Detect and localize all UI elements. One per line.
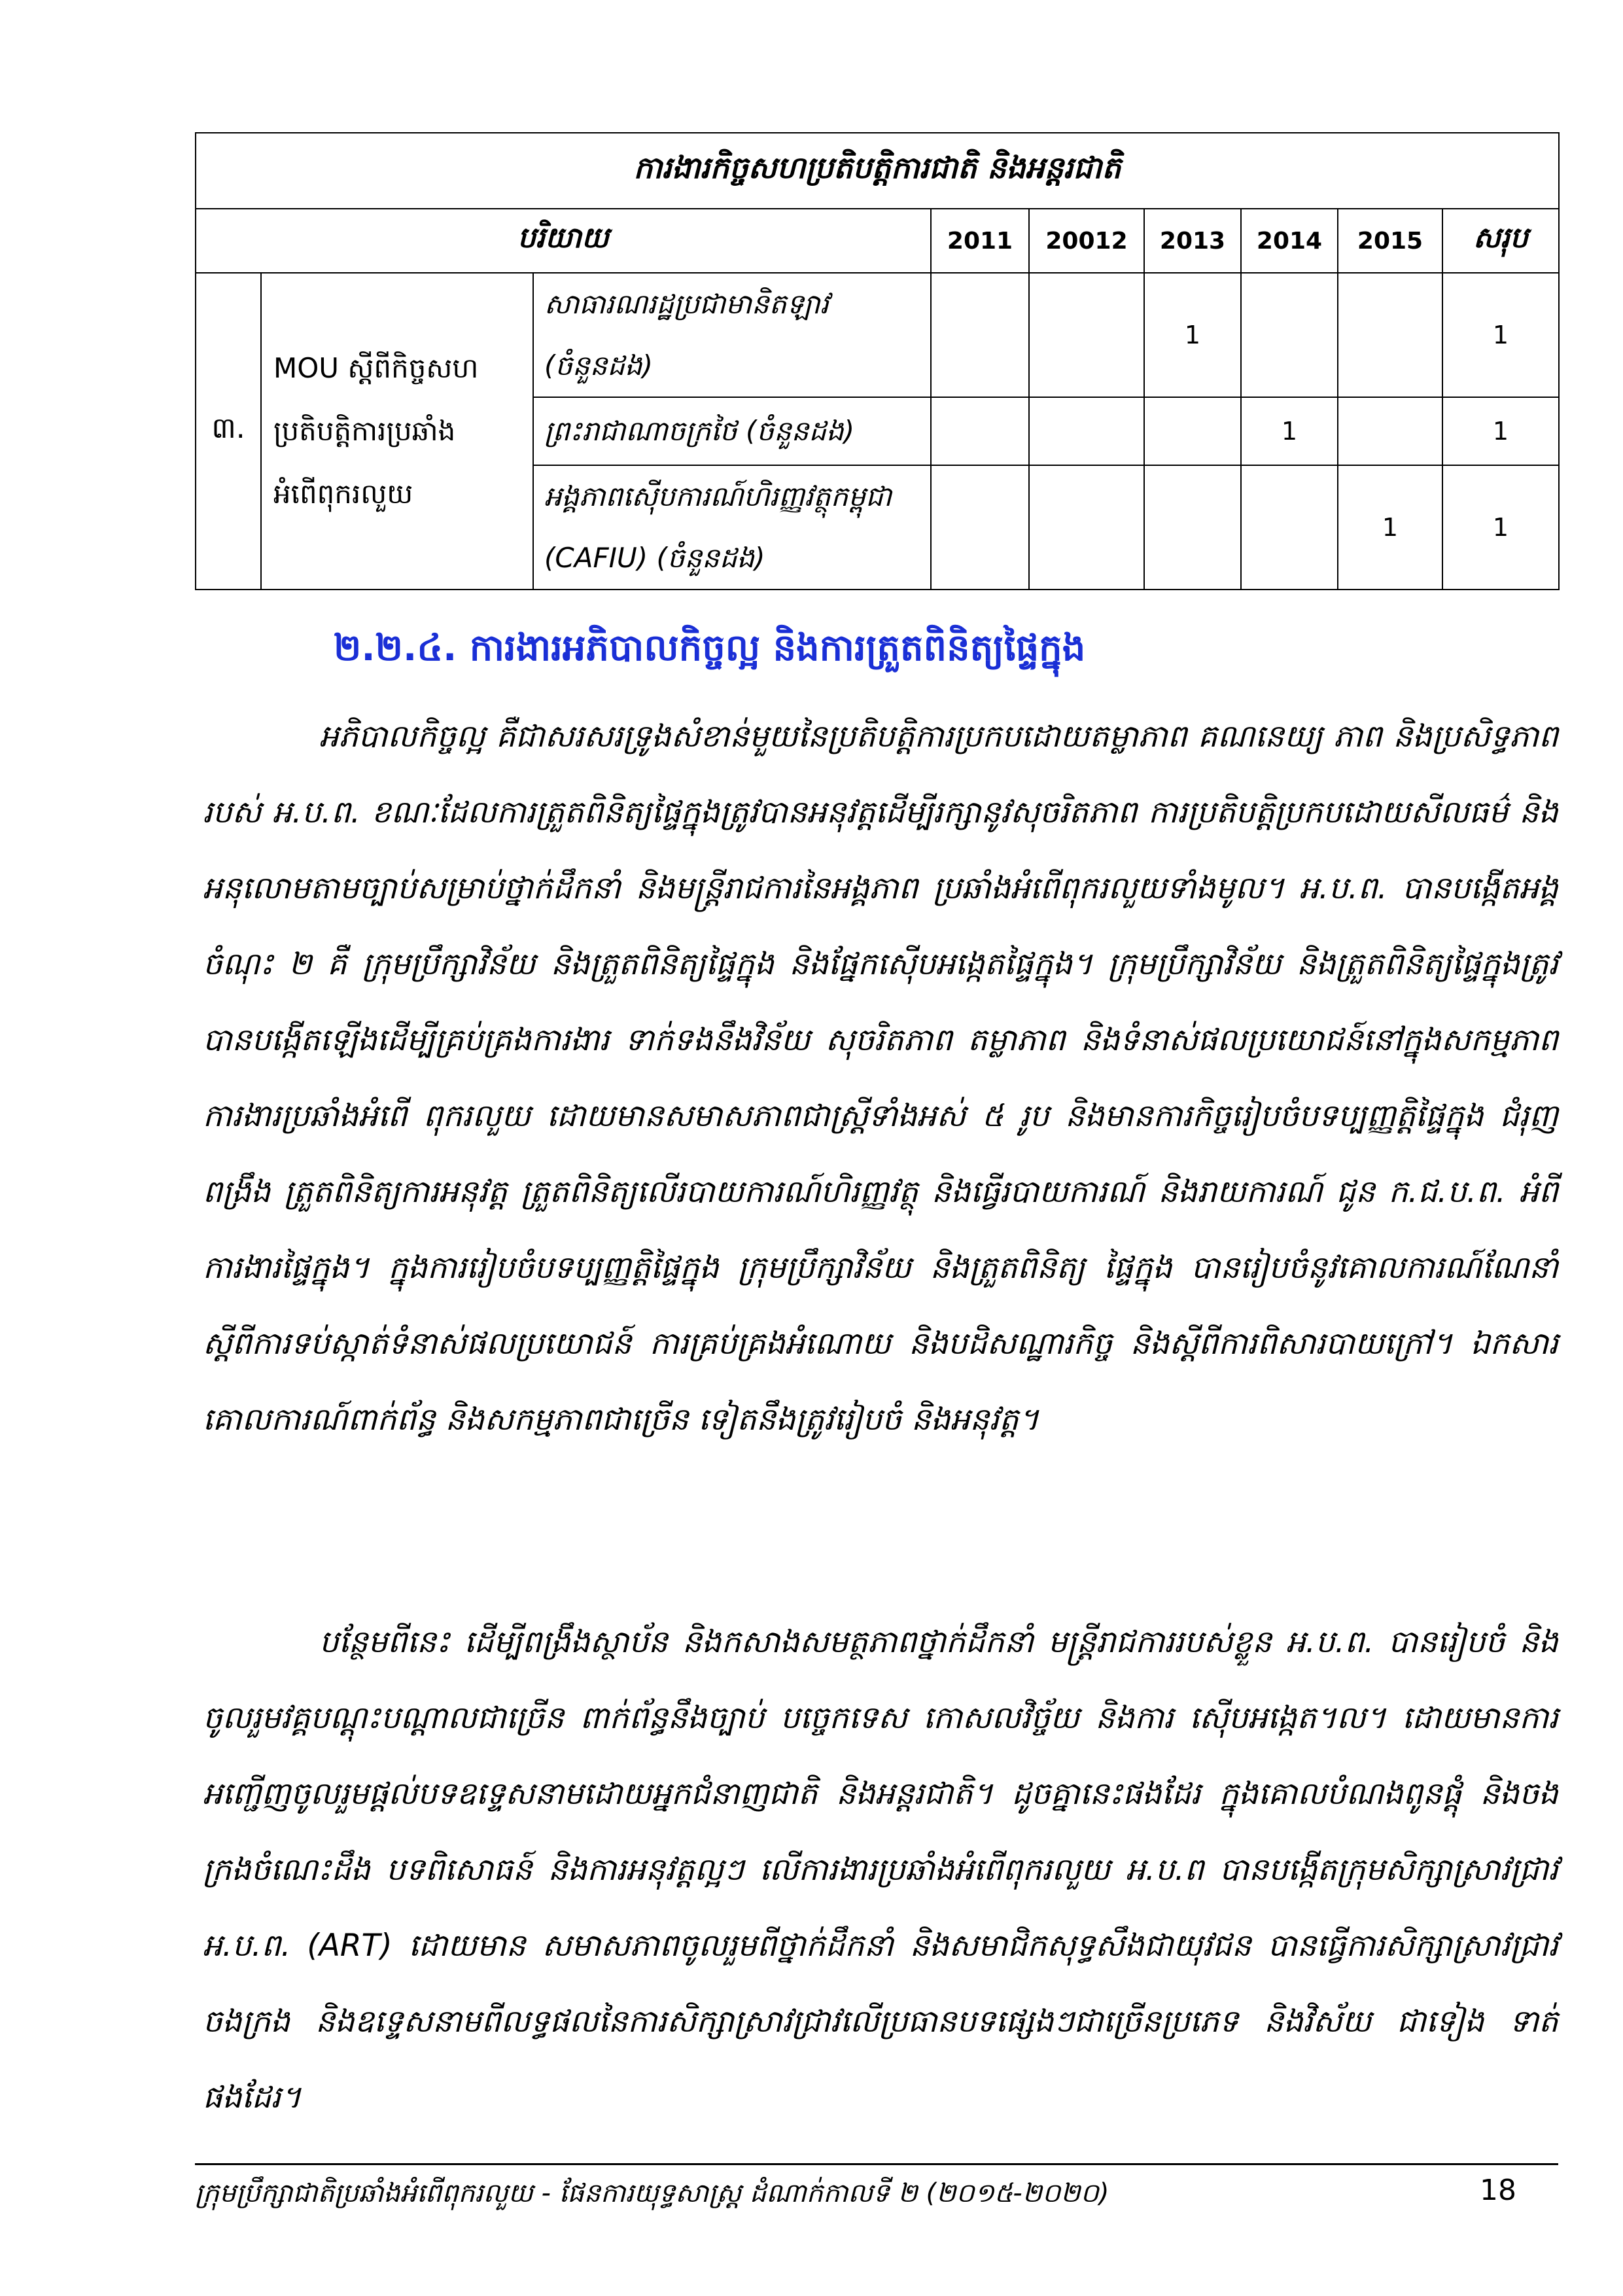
header-2013: 2013 [1144, 209, 1241, 273]
cell-2011 [931, 397, 1029, 465]
party-name: សាធារណរដ្ឋប្រជាមានិតឡាវ (ចំនួនដង) [533, 273, 931, 397]
header-description: បរិយាយ [196, 209, 931, 273]
cell-2015 [1338, 397, 1442, 465]
paragraph-good-governance: អភិបាលកិច្ចល្អ គឺជាសរសរទ្រូងសំខាន់មួយនៃប្រតិបត្តិការប្រកបដោយតម្លាភាព គណនេយ្យ ភាព និងប្រសិទ្ធភាពរបស់ អ.ប.ព. ខណៈដែលការត្រួតពិនិត្យផ្ទៃក្នុងត្រូវបានអនុវត្តដើម្បីរក្សានូវសុចរិតភាព ការប្រតិបត្តិប្រកបដោយសីលធម៌ និងអនុលោមតាមច្បាប់សម្រាប់ថ្នាក់ដឹកនាំ និងមន្ត្រីរាជការនៃអង្គភាព ប្រឆាំងអំពើពុករលួយទាំងមូល។ អ.ប.ព. បានបង្កើតអង្គចំណុះ ២ គឺ ក្រុមប្រឹក្សាវិន័យ និងត្រួតពិនិត្យផ្ទៃក្នុង និងផ្នែកស៊ើបអង្កេតផ្ទៃក្នុង។ ក្រុមប្រឹក្សាវិន័យ និងត្រួតពិនិត្យផ្ទៃក្នុងត្រូវបានបង្កើតឡើងដើម្បីគ្រប់គ្រងការងារ ទាក់ទងនឹងវិន័យ សុចរិតភាព តម្លាភាព និងទំនាស់ផលប្រយោជន៍នៅក្នុងសកម្មភាពការងារប្រឆាំងអំពើ ពុករលួយ ដោយមានសមាសភាពជាស្ត្រីទាំងអស់ ៥ រូប និងមានការកិច្ចរៀបចំបទប្បញ្ញត្តិផ្ទៃក្នុង ជំរុញ ពង្រឹង ត្រួតពិនិត្យការអនុវត្ត ត្រួតពិនិត្យលើរបាយការណ៍ហិរញ្ញវត្ថុ និងធ្វើរបាយការណ៍ និងរាយការណ៍ ជូន ក.ជ.ប.ព. អំពីការងារផ្ទៃក្នុង។ ក្នុងការរៀបចំបទប្បញ្ញត្តិផ្ទៃក្នុង ក្រុមប្រឹក្សាវិន័យ និងត្រួតពិនិត្យ ផ្ទៃក្នុង បានរៀបចំនូវគោលការណ៍ណែនាំស្តីពីការទប់ស្កាត់ទំនាស់ផលប្រយោជន៍ ការគ្រប់គ្រងអំណោយ និងបដិសណ្ឋារកិច្ច និងស្តីពីការពិសារបាយក្រៅ។ ឯកសារគោលការណ៍ពាក់ព័ន្ធ និងសកម្មភាពជាច្រើន ទៀតនឹងត្រូវរៀបចំ និងអនុវត្ត។ [203, 718, 1558, 1438]
page-number: 18 [1480, 2174, 1516, 2207]
cell-2015 [1338, 273, 1442, 397]
cell-total: 1 [1442, 397, 1559, 465]
header-2011: 2011 [931, 209, 1029, 273]
party-name: ព្រះរាជាណាចក្រថៃ (ចំនួនដង) [533, 397, 931, 465]
cell-2013: 1 [1144, 273, 1241, 397]
row-number: ៣. [196, 273, 261, 590]
cell-2013 [1144, 397, 1241, 465]
cell-20012 [1029, 273, 1144, 397]
cell-2014 [1241, 273, 1338, 397]
cell-20012 [1029, 465, 1144, 590]
header-20012: 20012 [1029, 209, 1144, 273]
footer-divider [195, 2163, 1558, 2165]
cell-total: 1 [1442, 273, 1559, 397]
cell-total: 1 [1442, 465, 1559, 590]
cell-2014: 1 [1241, 397, 1338, 465]
cell-2011 [931, 273, 1029, 397]
cell-2015: 1 [1338, 465, 1442, 590]
header-2014: 2014 [1241, 209, 1338, 273]
party-name: អង្គភាពស៊ើបការណ៍ហិរញ្ញវត្ថុកម្ពុជា (CAFIU) (ចំនួនដង) [533, 465, 931, 590]
footer-text: ក្រុមប្រឹក្សាជាតិប្រឆាំងអំពើពុករលួយ - ផែនការយុទ្ធសាស្ត្រ ដំណាក់កាលទី ២ (២០១៥-២០២០) [195, 2178, 1109, 2208]
mou-topic: MOU ស្តីពីកិច្ចសហប្រតិបត្តិការប្រឆាំងអំពើពុករលួយ [261, 273, 533, 590]
header-2015: 2015 [1338, 209, 1442, 273]
cell-2014 [1241, 465, 1338, 590]
cell-20012 [1029, 397, 1144, 465]
cell-2013 [1144, 465, 1241, 590]
table-row [196, 273, 1559, 397]
table-title: ការងារកិច្ចសហប្រតិបត្តិការជាតិ និងអន្តរជាតិ [196, 133, 1559, 209]
header-total: សរុប [1442, 209, 1559, 273]
paragraph-capacity-building: បន្ថែមពីនេះ ដើម្បីពង្រឹងស្ថាប័ន និងកសាងសមត្ថភាពថ្នាក់ដឹកនាំ មន្ត្រីរាជការរបស់ខ្លួន អ.ប.ព. បានរៀបចំ និងចូលរួមវគ្គបណ្តុះបណ្តាលជាច្រើន ពាក់ព័ន្ធនឹងច្បាប់ បច្ចេកទេស កោសលវិច្ច័យ និងការ ស៊ើបអង្កេត។ល។ ដោយមានការអញ្ជើញចូលរួមផ្តល់បទឧទ្ទេសនាមដោយអ្នកជំនាញជាតិ និងអន្តរជាតិ។ ដូចគ្នានេះផងដែរ ក្នុងគោលបំណងពូនផ្តុំ និងចងក្រងចំណេះដឹង បទពិសោធន៍ និងការអនុវត្តល្អៗ លើការងារប្រឆាំងអំពើពុករលួយ អ.ប.ព បានបង្កើតក្រុមសិក្សាស្រាវជ្រាវ អ.ប.ព. (ART) ដោយមាន សមាសភាពចូលរួមពីថ្នាក់ដឹកនាំ និងសមាជិកសុទ្ធសឹងជាយុវជន បានធ្វើការសិក្សាស្រាវជ្រាវ ចងក្រង និងឧទ្ទេសនាមពីលទ្ធផលនៃការសិក្សាស្រាវជ្រាវលើប្រធានបទផ្សេងៗជាច្រើនប្រភេទ និងវិស័យ ជាទៀង ទាត់ផងដែរ។ [203, 1624, 1558, 2115]
cooperation-table [195, 132, 1560, 590]
section-heading: ២.២.៤. ការងារអភិបាលកិច្ចល្អ និងការត្រួតពិនិត្យផ្ទៃក្នុង [334, 627, 1086, 669]
cell-2011 [931, 465, 1029, 590]
